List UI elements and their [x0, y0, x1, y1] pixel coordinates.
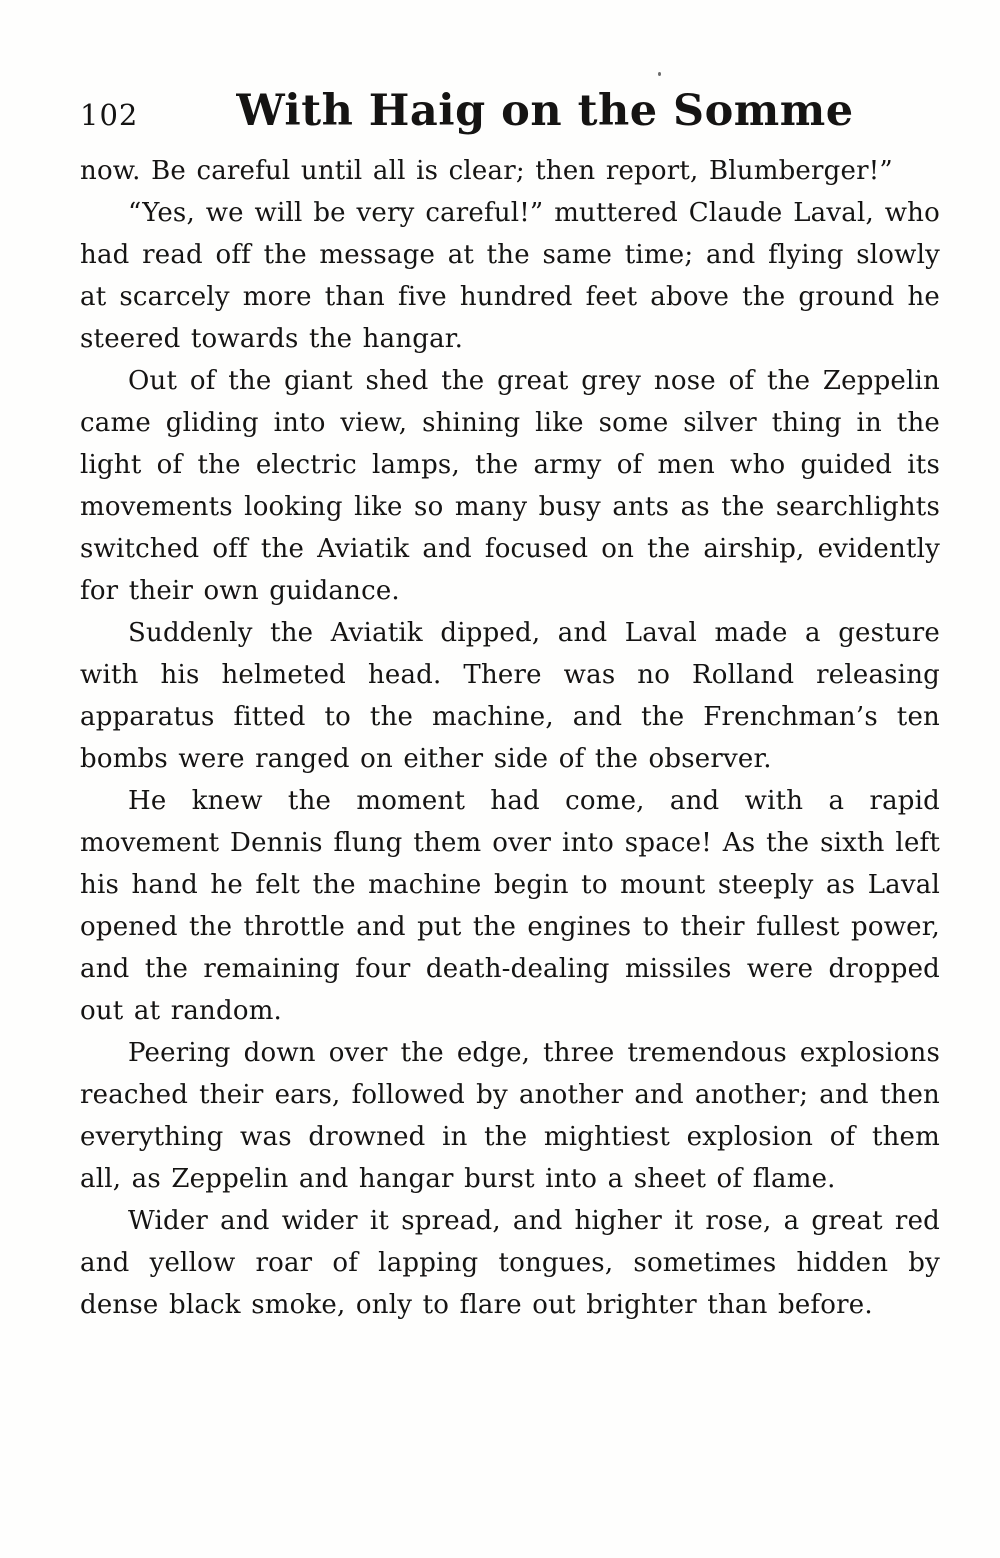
page-number: 102	[80, 98, 139, 132]
paragraph: Peering down over the edge, three tremendous explosions reached their ears, followed by another and another; and then everything was drowned in the mightiest explosion of them all, as Zeppelin and hangar burst into a sheet of flame.	[80, 1038, 940, 1194]
page-title: With Haig on the Somme	[236, 86, 854, 136]
ink-speck	[658, 72, 661, 76]
paragraph: Wider and wider it spread, and higher it rose, a great red and yellow roar of lapping tongues, sometimes hidden by dense black smoke, only to flare out brighter than before.	[80, 1206, 940, 1320]
paragraph: now. Be careful until all is clear; then report, Blumberger!”	[80, 156, 893, 186]
page-header	[80, 86, 940, 136]
paragraph: Suddenly the Aviatik dipped, and Laval made a gesture with his helmeted head. There was no Rolland releasing apparatus fitted to the machine, and the Frenchman’s ten bombs were ranged on either side of the observer.	[80, 618, 940, 774]
paragraph: Out of the giant shed the great grey nose of the Zeppelin came gliding into view, shining like some silver thing in the light of the electric lamps, the army of men who guided its movements looking like so many busy ants as the searchlights switched off the Aviatik and focused on the airship, evidently for their own guidance.	[80, 366, 940, 606]
paragraph: “Yes, we will be very careful!” muttered Claude Laval, who had read off the message at the same time; and flying slowly at scarcely more than five hundred feet above the ground he steered towards the hangar.	[80, 198, 940, 354]
paragraph: He knew the moment had come, and with a rapid movement Dennis flung them over into space! As the sixth left his hand he felt the machine begin to mount steeply as Laval opened the throttle and put the engines to their fullest power, and the remaining four death-dealing missiles were dropped out at random.	[80, 786, 940, 1026]
page-body	[80, 150, 940, 1326]
